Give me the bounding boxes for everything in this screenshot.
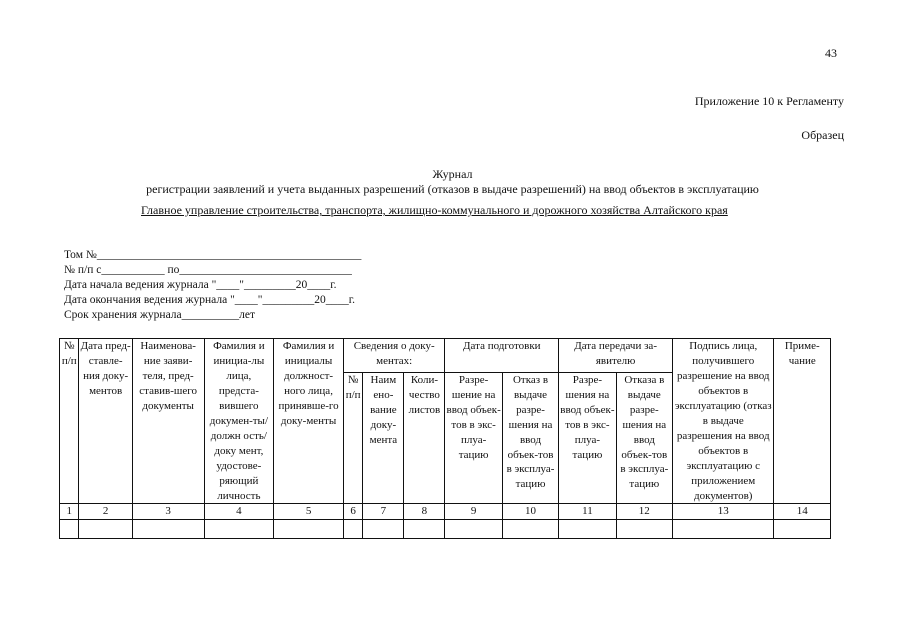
blank-cell — [774, 520, 831, 539]
blank-cell — [79, 520, 132, 539]
blank-entry-row — [60, 520, 831, 539]
header-doc-sheets: Коли-чество листов — [404, 372, 445, 504]
header-preparation-date: Дата подготовки — [445, 339, 559, 373]
appendix-label: Приложение 10 к Регламенту — [694, 94, 844, 108]
column-number: 14 — [774, 504, 831, 520]
column-number: 6 — [343, 504, 362, 520]
header-applicant-name: Наименова-ние заяви-теля, пред-ставив-шего документы — [132, 339, 204, 504]
header-doc-name: Наим ено-вание доку-мента — [363, 372, 404, 504]
header-row-number: № п/п — [60, 339, 79, 504]
header-transfer-permit: Разре-шения на ввод объек-тов в экс-плуа-тацию — [559, 372, 616, 504]
page-number: 43 — [825, 46, 837, 60]
blank-cell — [559, 520, 616, 539]
header-documents-info: Сведения о доку-ментах: — [343, 339, 445, 373]
header-prep-permit: Разре-шение на ввод объек-тов в экс-плуа-тацию — [445, 372, 502, 504]
column-number: 2 — [79, 504, 132, 520]
column-number: 10 — [502, 504, 558, 520]
header-submitter: Фамилия и инициа-лы лица, предста-вившего докумен-ты/должн ость/доку мент, удостове-ряющий личность — [204, 339, 274, 504]
record-range-field: № п/п с___________ по______________________________ — [64, 264, 352, 276]
column-number: 9 — [445, 504, 502, 520]
storage-term-field: Срок хранения журнала__________лет — [64, 309, 255, 321]
header-transfer-refusal: Отказа в выдаче разре-шения на ввод объек-тов в эксплуа-тацию — [616, 372, 672, 504]
end-date-field: Дата окончания ведения журнала "____"_________20____г. — [64, 294, 356, 306]
header-official: Фамилия и инициалы должност-ного лица, принявше-го доку-менты — [274, 339, 344, 504]
journal-table — [59, 338, 831, 539]
column-number: 7 — [363, 504, 404, 520]
column-number: 8 — [404, 504, 445, 520]
start-date-field: Дата начала ведения журнала "____"_________20____г. — [64, 279, 337, 291]
blank-cell — [363, 520, 404, 539]
blank-cell — [60, 520, 79, 539]
column-number: 11 — [559, 504, 616, 520]
header-submission-date: Дата пред-ставле-ния доку-ментов — [79, 339, 132, 504]
sample-label: Образец — [801, 128, 844, 142]
journal-subtitle: регистрации заявлений и учета выданных разрешений (отказов в выдаче разрешений) на ввод объектов в эксплуатацию — [146, 182, 759, 196]
header-doc-number: № п/п — [343, 372, 362, 504]
blank-cell — [445, 520, 502, 539]
column-number: 13 — [673, 504, 774, 520]
column-number: 12 — [616, 504, 672, 520]
blank-cell — [204, 520, 274, 539]
column-number: 3 — [132, 504, 204, 520]
organization-name: Главное управление строительства, транспорта, жилищно-коммунального и дорожного хозяйства Алтайского края — [141, 203, 728, 217]
header-recipient-signature: Подпись лица, получившего разрешение на ввод объектов в эксплуатацию (отказ в выдаче разрешения на ввод объектов в эксплуатацию с приложением документов) — [673, 339, 774, 504]
header-transfer-date: Дата передачи за-явителю — [559, 339, 673, 373]
journal-title: Журнал — [432, 167, 473, 181]
column-number: 1 — [60, 504, 79, 520]
blank-cell — [343, 520, 362, 539]
blank-cell — [404, 520, 445, 539]
column-number: 4 — [204, 504, 274, 520]
blank-cell — [274, 520, 344, 539]
blank-cell — [502, 520, 558, 539]
blank-cell — [132, 520, 204, 539]
column-number-row — [60, 504, 831, 520]
header-prep-refusal: Отказ в выдаче разре-шения на ввод объек-тов в эксплуа-тацию — [502, 372, 558, 504]
column-number: 5 — [274, 504, 344, 520]
volume-field: Том №______________________________________________ — [64, 249, 362, 261]
header-note: Приме-чание — [774, 339, 831, 504]
blank-cell — [673, 520, 774, 539]
blank-cell — [616, 520, 672, 539]
